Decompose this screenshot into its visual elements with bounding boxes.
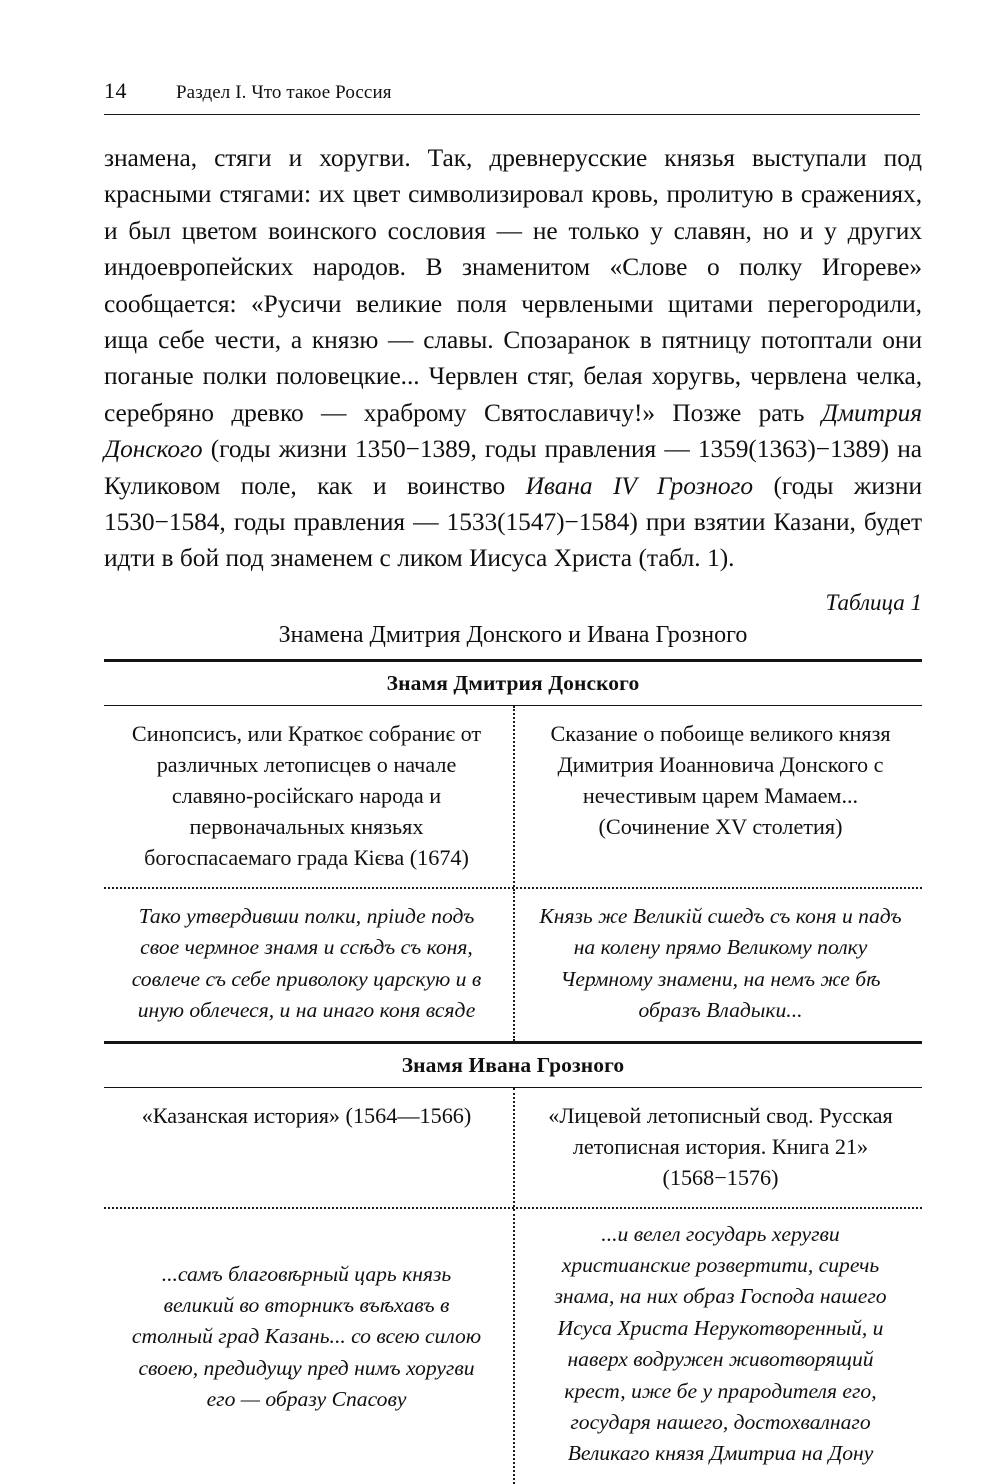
body-text-part-2: (годы жизни 1350−1389, годы правления — 1359(1363)−1389) на Куликовом поле, как и воинство: [104, 435, 922, 500]
table-cell-left: ...самъ благовѣрный царь князь великий во вторникъ въѣхавъ в столный град Казань... со всею силою своею, предидущу пред нимъ хоругви его — образу Спасову: [131, 1261, 482, 1412]
table-section-heading-dmitry: Знамя Дмитрия Донского: [386, 671, 640, 695]
table-cell-left: «Казанская история» (1564—1566): [141, 1102, 472, 1128]
italic-name-ivan-grozny: Ивана IV Грозного: [525, 471, 754, 500]
table-cell-left: Тако утвердивши полки, прiиде подъ свое чермное знамя и ссѣдъ съ коня, совлече съ себе приволоку царскую и в иную облечеся, и на инаго коня всяде: [131, 904, 482, 1023]
body-text-part-3: (годы жизни 1530−1584, годы правления — 1533(1547)−1584) при взятии Казани, будет идти в бой под знаменем с ликом Иисуса Христа (табл. 1).: [104, 471, 922, 573]
running-title: Раздел I. Что такое Россия: [176, 82, 392, 103]
table-section-heading-ivan: Знамя Ивана Грозного: [401, 1052, 625, 1077]
page-number: 14: [104, 78, 127, 103]
body-text-part-1: знамена, стяги и хоругви. Так, древнерусские князья выступали под красными стягами: их цвет символизировал кровь, пролитую в сражениях, и был цветом воинского сословия — не только у славян, но и у других индоевропейских народов. В знаменитом «Слове о полку Игореве» сообщается: «Русичи великие поля червлеными щитами перегородили, ища себе чести, а князю — славы. Спозаранок в пятницу потоптали они поганые полки половецкие... Червлен стяг, белая хоругвь, червлена челка, серебряно древко — храброму Святославичу!» Позже рать: [104, 144, 922, 427]
running-head-rule: [104, 114, 920, 115]
table-cell-right: «Лицевой летописный свод. Русская летописная история. Книга 21» (1568−1576): [548, 1102, 893, 1190]
table-row: [104, 1088, 922, 1207]
table-row: [104, 1209, 922, 1484]
table-number-label: Таблица 1: [825, 590, 922, 615]
italic-name-dmitry-donskoy: Дмитрия Донского: [104, 398, 922, 464]
table-cell-right: ...и велел государь херугви христианские розвертити, сиречь знама, на них образ Господа нашего Исуса Христа Нерукотворенный, и наверх водружен животворящий крест, иже бе у прародителя его, государя нашего, достохвалнаго Великаго князя Дмитриа на Дону: [554, 1221, 887, 1466]
table-row: [104, 706, 922, 887]
table-cell-right: Сказание о побоище великого князя Димитрия Иоанновича Донского с нечестивым царем Мамаем... (Сочинение XV столетия): [550, 721, 891, 839]
table-cell-right: Князь же Великiй сшедъ съ коня и падъ на колену прямо Великому полку Чермному знамени, на немъ же бѣ образъ Владыки...: [539, 904, 902, 1023]
table-cell-left: Синопсисъ, или Краткоє собраниє от различных летописцев о начале славяно-російскаго народа и первоначальных князьях богоспасаемаго града Кiєва (1674): [131, 721, 482, 870]
table-title: Знамена Дмитрия Донского и Ивана Грозного: [278, 622, 748, 648]
comparison-table: [104, 659, 922, 1484]
running-head: [104, 78, 920, 112]
table-row: [104, 889, 922, 1041]
body-paragraph: [104, 140, 922, 577]
